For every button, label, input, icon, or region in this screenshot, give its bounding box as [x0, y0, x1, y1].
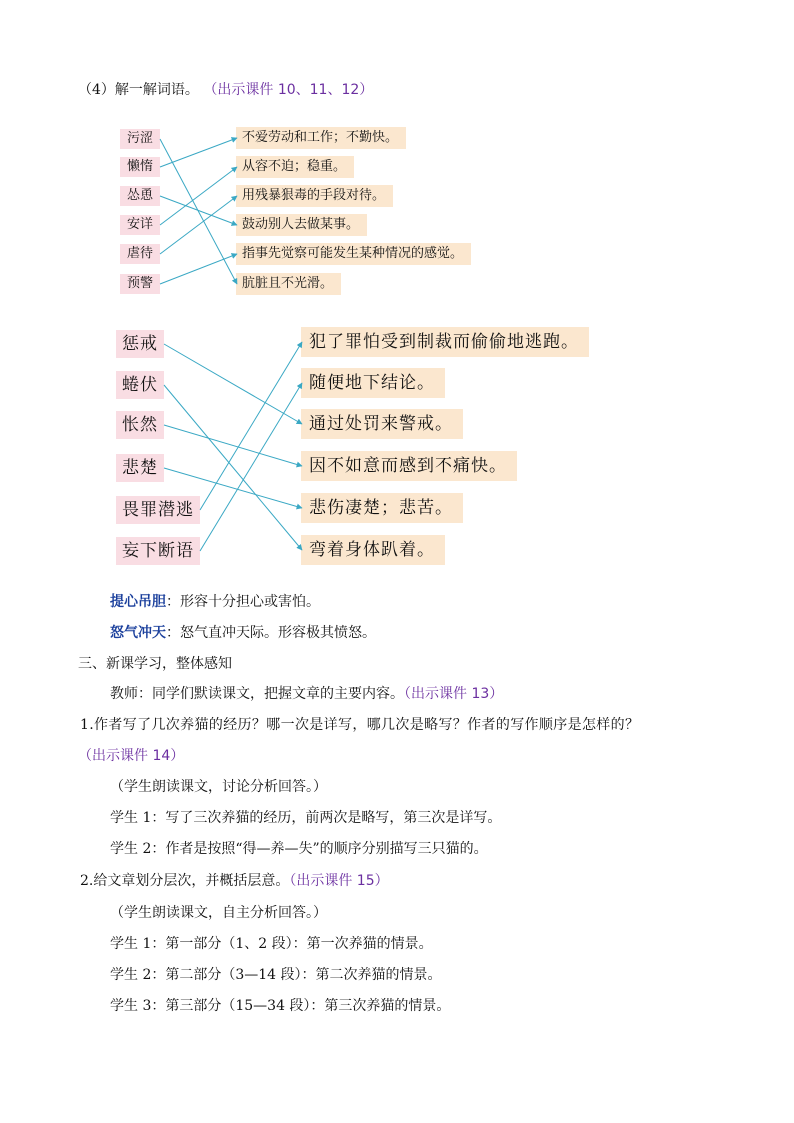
match1-word: 预警	[120, 274, 160, 294]
match1-word: 污涩	[120, 129, 160, 149]
match1-definition: 肮脏且不光滑。	[236, 273, 341, 295]
match2-definition: 犯了罪怕受到制裁而偷偷地逃跑。	[301, 327, 589, 357]
match1-word: 安详	[120, 215, 160, 235]
section-heading: 三、新课学习，整体感知	[78, 656, 232, 672]
idiom-line	[110, 623, 376, 643]
match2-word: 悲楚	[116, 454, 164, 482]
courseware-ref: （出示课件 13）	[404, 686, 504, 702]
match1-definition: 用残暴狠毒的手段对待。	[236, 185, 393, 207]
match2-definition: 弯着身体趴着。	[301, 535, 445, 565]
connector-line	[164, 468, 302, 508]
connector-line	[160, 196, 237, 254]
connector-line	[164, 425, 302, 466]
match1-definition: 不爱劳动和工作；不勤快。	[236, 127, 406, 149]
match2-word: 妄下断语	[116, 537, 200, 565]
idiom-term: 提心吊胆	[110, 594, 166, 610]
student-answer: 学生 3：第三部分（15—34 段）：第三次养猫的情景。	[110, 998, 451, 1014]
match2-definition: 悲伤凄楚；悲苦。	[301, 493, 463, 523]
courseware-ref: （出示课件 15）	[289, 873, 389, 889]
connector-line	[164, 385, 302, 550]
activity-note: （学生朗读课文，讨论分析回答。）	[110, 779, 327, 795]
courseware-ref: （出示课件 14）	[78, 748, 185, 764]
connector-line	[160, 138, 237, 167]
teacher-line	[110, 684, 503, 704]
match1-word: 懒惰	[120, 157, 160, 177]
match2-word: 畏罪潜逃	[116, 496, 200, 524]
match1-word: 怂恿	[120, 186, 160, 206]
student-answer: 学生 2：第二部分（3—14 段）：第二次养猫的情景。	[110, 967, 442, 983]
connector-line	[200, 383, 302, 551]
match2-definition: 因不如意而感到不痛快。	[301, 451, 517, 481]
question-2	[80, 871, 389, 891]
student-answer: 学生 2：作者是按照“得—养—失”的顺序分别描写三只猫的。	[110, 841, 488, 857]
connector-line	[164, 344, 302, 424]
activity-note: （学生朗读课文，自主分析回答。）	[110, 905, 327, 921]
match2-definition: 随便地下结论。	[301, 368, 445, 398]
match2-word: 惩戒	[116, 330, 164, 358]
match2-word: 蜷伏	[116, 371, 164, 399]
idiom-term: 怒气冲天	[110, 625, 166, 641]
idiom-definition: ：形容十分担心或害怕。	[166, 594, 320, 610]
question-1: 1.作者写了几次养猫的经历？哪一次是详写，哪几次是略写？作者的写作顺序是怎样的？	[80, 717, 640, 733]
teacher-text: 教师：同学们默读课文，把握文章的主要内容。	[110, 686, 404, 702]
connector-line	[200, 342, 302, 510]
connector-line	[160, 167, 237, 225]
idiom-line	[110, 592, 320, 612]
match2-word: 怅然	[116, 411, 164, 439]
exercise-heading-text: （4）解一解词语。	[78, 82, 199, 98]
connector-line	[160, 196, 237, 225]
match1-definition: 从容不迫；稳重。	[236, 156, 354, 178]
student-answer: 学生 1：写了三次养猫的经历，前两次是略写，第三次是详写。	[110, 810, 502, 826]
idiom-definition: ：怒气直冲天际。形容极其愤怒。	[166, 625, 376, 641]
student-answer: 学生 1：第一部分（1、2 段）：第一次养猫的情景。	[110, 936, 433, 952]
courseware-ref: （出示课件 10、11、12）	[203, 82, 374, 98]
match2-definition: 通过处罚来警戒。	[301, 409, 463, 439]
question-2-text: 2.给文章划分层次，并概括层意。	[80, 873, 290, 889]
connector-line	[160, 254, 237, 284]
connector-line	[160, 139, 237, 284]
match1-word: 虐待	[120, 244, 160, 264]
match1-definition: 指事先觉察可能发生某种情况的感觉。	[236, 243, 471, 265]
match1-definition: 鼓动别人去做某事。	[236, 214, 367, 236]
